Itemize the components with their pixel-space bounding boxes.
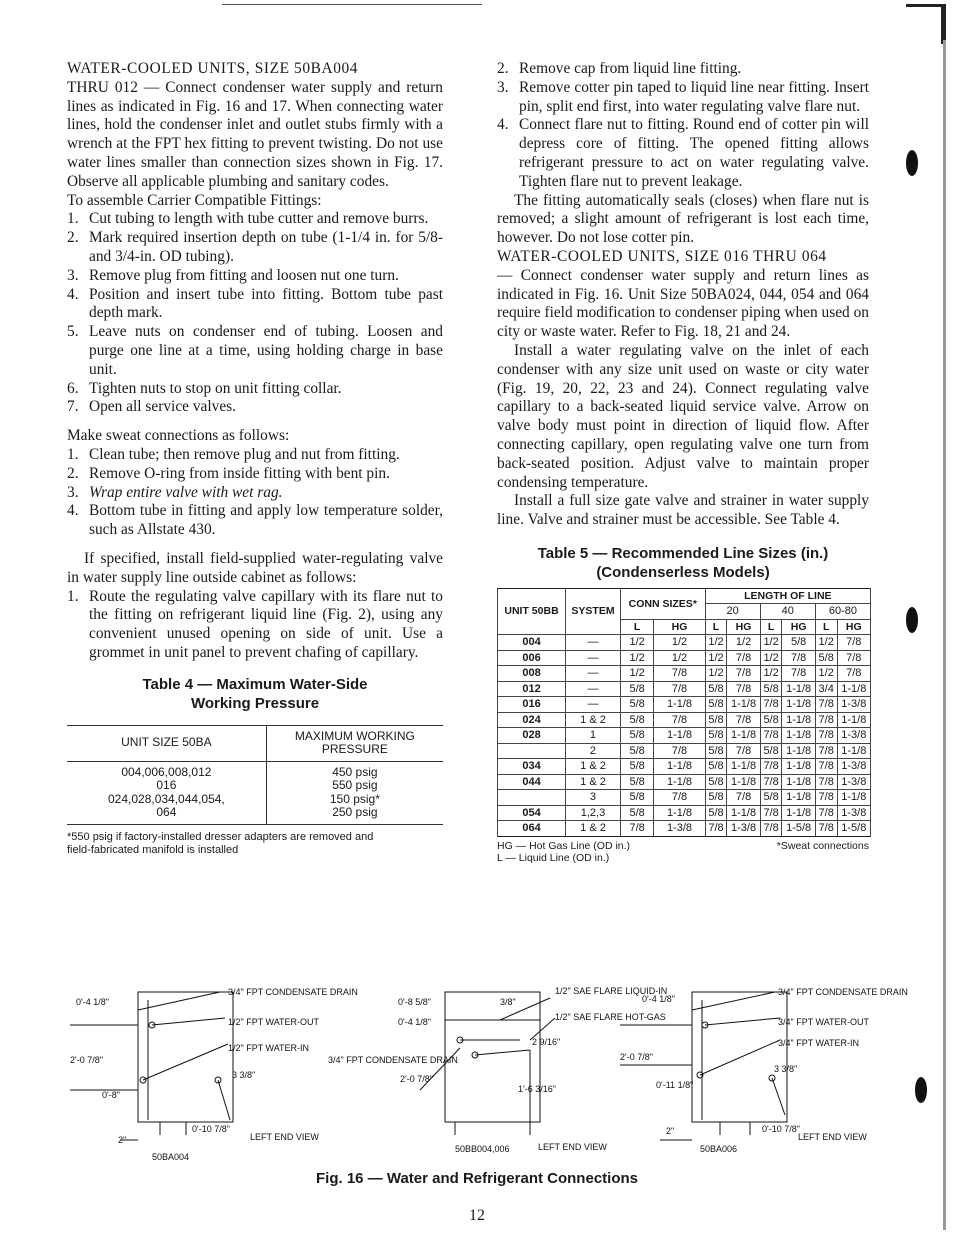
size-cell: 7/8 bbox=[815, 712, 837, 728]
size-cell: 1-1/8 bbox=[727, 697, 760, 713]
table-row bbox=[498, 759, 871, 775]
size-cell: 1-1/8 bbox=[654, 774, 705, 790]
table-row bbox=[498, 774, 871, 790]
legend-sweat: *Sweat connections bbox=[776, 839, 869, 852]
unit-cell: 006 bbox=[498, 650, 566, 666]
table5-col-length: LENGTH OF LINE bbox=[705, 588, 870, 604]
unit-cell: 004 bbox=[498, 635, 566, 651]
connection-label: 3/4" FPT CONDENSATE DRAIN bbox=[328, 1055, 458, 1065]
table5-length-40: 40 bbox=[760, 604, 815, 620]
unit-cell: 024 bbox=[498, 712, 566, 728]
unit-cell: 028 bbox=[498, 728, 566, 744]
size-cell: 1-1/8 bbox=[782, 774, 815, 790]
dim-label: 3/8" bbox=[500, 997, 516, 1007]
intro-paragraph: THRU 012 — Connect condenser water supply and return lines as indicated in Fig. 16 and 17. When connecting water lines, hold the condenser inlet and outlet stubs firmly with a wrench at the FPT hex fitting to prevent twisting. Do not use water lines smaller than connection sizes shown in Fig. 17. Observe all applicable plumbing and sanitary codes. bbox=[67, 78, 443, 190]
table-row bbox=[498, 821, 871, 837]
system-cell: 1,2,3 bbox=[566, 805, 621, 821]
table4-col-unit: UNIT SIZE 50BA bbox=[67, 725, 266, 761]
table4-col-pressure: MAXIMUM WORKING PRESSURE bbox=[266, 725, 443, 761]
model-label: 50BA006 bbox=[700, 1144, 738, 1154]
size-cell: 5/8 bbox=[705, 728, 727, 744]
size-cell: 7/8 bbox=[654, 790, 705, 806]
size-cell: 5/8 bbox=[782, 635, 815, 651]
dim-label: 2'-0 7/8" bbox=[70, 1055, 103, 1065]
connection-label: 3/4" FPT CONDENSATE DRAIN bbox=[228, 987, 358, 997]
size-cell: 1-1/8 bbox=[837, 712, 870, 728]
size-cell: 1-1/8 bbox=[782, 712, 815, 728]
valve-intro: If specified, install field-supplied water-regulating valve in water supply line outside cabinet as follows: bbox=[67, 549, 443, 586]
size-cell: 5/8 bbox=[620, 805, 653, 821]
unit-outline bbox=[445, 992, 540, 1122]
list-item: 1. Route the regulating valve capillary with its flare nut to the fitting on refrigerant liquid line (Fig. 2), using any convenient unused opening on side of unit. Use a grommet in unit panel to prevent chafing of capillary. bbox=[67, 587, 443, 661]
list-item: 6. Tighten nuts to stop on unit fitting collar. bbox=[67, 379, 342, 397]
size-cell: 7/8 bbox=[815, 697, 837, 713]
page-corner-mark bbox=[906, 4, 946, 44]
dim-label: 1'-6 3/16" bbox=[518, 1084, 556, 1094]
paragraph: Install a full size gate valve and strainer in water supply line. Valve and strainer must be accessible. See Table 4. bbox=[497, 492, 869, 529]
system-cell: 1 & 2 bbox=[566, 774, 621, 790]
size-cell: 5/8 bbox=[760, 681, 782, 697]
size-cell: 1-1/8 bbox=[654, 697, 705, 713]
model-label: 50BB004,006 bbox=[455, 1144, 510, 1154]
list-item: 3. Wrap entire valve with wet rag. bbox=[67, 483, 283, 501]
size-cell: 3/4 bbox=[815, 681, 837, 697]
size-cell: 5/8 bbox=[620, 697, 653, 713]
table5-h-l: L bbox=[815, 619, 837, 635]
size-cell: 5/8 bbox=[620, 743, 653, 759]
size-cell: 1-3/8 bbox=[837, 774, 870, 790]
legend-l: L — Liquid Line (OD in.) bbox=[497, 852, 610, 865]
dim-label: 2" bbox=[118, 1135, 127, 1145]
table5-length-20: 20 bbox=[705, 604, 760, 620]
dim-label: 0'-8 5/8" bbox=[398, 997, 431, 1007]
view-label: LEFT END VIEW bbox=[250, 1132, 319, 1142]
dim-label: 0'-10 7/8" bbox=[192, 1124, 230, 1134]
size-cell: 7/8 bbox=[760, 759, 782, 775]
table-row bbox=[498, 666, 871, 682]
size-cell: 1/2 bbox=[727, 635, 760, 651]
connection-label: 1/2" FPT WATER-IN bbox=[228, 1043, 310, 1053]
system-cell: 1 & 2 bbox=[566, 712, 621, 728]
list-item: 2. Remove cap from liquid line fitting. bbox=[497, 60, 742, 77]
system-cell: — bbox=[566, 635, 621, 651]
figure-16-drawings bbox=[60, 980, 908, 1170]
size-cell: 1-1/8 bbox=[727, 774, 760, 790]
size-cell: 1/2 bbox=[705, 666, 727, 682]
table5-h-l: L bbox=[620, 619, 653, 635]
size-cell: 1-1/8 bbox=[654, 805, 705, 821]
size-cell: 1-1/8 bbox=[654, 759, 705, 775]
table-row bbox=[498, 681, 871, 697]
size-cell: 1-1/8 bbox=[727, 728, 760, 744]
size-cell: 5/8 bbox=[620, 681, 653, 697]
unit-cell: 016 bbox=[498, 697, 566, 713]
size-cell: 7/8 bbox=[760, 774, 782, 790]
size-cell: 5/8 bbox=[705, 697, 727, 713]
size-cell: 7/8 bbox=[815, 743, 837, 759]
size-cell: 5/8 bbox=[705, 805, 727, 821]
list-item: 7. Open all service valves. bbox=[67, 398, 237, 416]
size-cell: 1-3/8 bbox=[727, 821, 760, 837]
size-cell: 5/8 bbox=[815, 650, 837, 666]
paragraph: — Connect condenser water supply and return lines as indicated in Fig. 16. Unit Size 50BA024, 044, 054 and 064 require field modification to condenser piping when used on city or waste water. Refer to Fig. 18, 21 and 24. bbox=[497, 266, 869, 341]
size-cell: 7/8 bbox=[837, 650, 870, 666]
unit-outline bbox=[692, 992, 787, 1122]
system-cell: 1 bbox=[566, 728, 621, 744]
unit-cell bbox=[498, 790, 566, 806]
size-cell: 7/8 bbox=[654, 666, 705, 682]
size-cell: 1-3/8 bbox=[837, 759, 870, 775]
system-cell: 1 & 2 bbox=[566, 759, 621, 775]
dim-label: 0'-4 1/8" bbox=[398, 1017, 431, 1027]
table-row bbox=[498, 635, 871, 651]
dim-label: 2'-0 7/8" bbox=[620, 1052, 653, 1062]
table-row bbox=[498, 805, 871, 821]
size-cell: 7/8 bbox=[727, 681, 760, 697]
size-cell: 5/8 bbox=[705, 681, 727, 697]
list-item: 5. Leave nuts on condenser end of tubing. Loosen and purge one line at a time, using holding charge in base unit. bbox=[67, 323, 443, 378]
view-label: LEFT END VIEW bbox=[538, 1142, 607, 1152]
table-row bbox=[498, 728, 871, 744]
size-cell: 1-1/8 bbox=[837, 743, 870, 759]
table5-col-unit: UNIT 50BB bbox=[498, 588, 566, 635]
size-cell: 7/8 bbox=[760, 805, 782, 821]
size-cell: 5/8 bbox=[705, 712, 727, 728]
system-cell: 1 & 2 bbox=[566, 821, 621, 837]
size-cell: 1-1/8 bbox=[837, 790, 870, 806]
table4-note: *550 psig if factory-installed dresser adapters are removed and field-fabricated manifold is installed bbox=[67, 830, 374, 856]
size-cell: 7/8 bbox=[727, 790, 760, 806]
table5-h-hg: HG bbox=[727, 619, 760, 635]
connection-label: 1/2" SAE FLARE LIQUID-IN bbox=[555, 986, 668, 996]
left-column bbox=[67, 60, 443, 857]
table5-h-hg: HG bbox=[782, 619, 815, 635]
size-cell: 5/8 bbox=[620, 712, 653, 728]
list-item: 4. Position and insert tube into fitting. Bottom tube past depth mark. bbox=[67, 285, 443, 322]
margin-bullet bbox=[906, 150, 918, 176]
list-item: 1. Cut tubing to length with tube cutter and remove burrs. bbox=[67, 210, 429, 228]
assemble-steps bbox=[67, 210, 443, 417]
view-label: LEFT END VIEW bbox=[798, 1132, 867, 1142]
size-cell: 7/8 bbox=[815, 774, 837, 790]
size-cell: 5/8 bbox=[705, 774, 727, 790]
size-cell: 1-3/8 bbox=[654, 821, 705, 837]
list-item: 3. Remove plug from fitting and loosen nut one turn. bbox=[67, 266, 399, 284]
table5 bbox=[497, 588, 871, 837]
size-cell: 1-1/8 bbox=[782, 697, 815, 713]
legend-hg: HG — Hot Gas Line (OD in.) bbox=[497, 839, 631, 852]
dim-label: 2" bbox=[666, 1126, 675, 1136]
paragraph: Install a water regulating valve on the inlet of each condenser with any size unit used on waste or city water (Fig. 19, 20, 22, 23 and 24). Connect regulating valve capillary to a back-seated liquid service valve. Arrow on valve body must point in direction of liquid flow. After connecting capillary, open regulating valve one turn from back-seated position. Adjust valve to maintain proper condensing temperature. bbox=[497, 341, 869, 491]
list-item: 4. Bottom tube in fitting and apply low temperature solder, such as Allstate 430. bbox=[67, 502, 443, 539]
table-row bbox=[498, 712, 871, 728]
size-cell: 1/2 bbox=[705, 650, 727, 666]
section-heading: WATER-COOLED UNITS, SIZE 016 THRU 064 bbox=[497, 247, 827, 265]
section-heading: WATER-COOLED UNITS, SIZE 50BA004 bbox=[67, 60, 359, 77]
size-cell: 5/8 bbox=[705, 759, 727, 775]
size-cell: 5/8 bbox=[620, 790, 653, 806]
system-cell: — bbox=[566, 650, 621, 666]
sweat-steps bbox=[67, 446, 443, 540]
size-cell: 7/8 bbox=[620, 821, 653, 837]
unit-cell: 012 bbox=[498, 681, 566, 697]
table5-h-l: L bbox=[705, 619, 727, 635]
connection-label: 3/4" FPT WATER-IN bbox=[778, 1038, 860, 1048]
dim-label: 3 3/8" bbox=[232, 1070, 256, 1080]
sweat-intro: Make sweat connections as follows: bbox=[67, 427, 290, 445]
size-cell: 1-1/8 bbox=[727, 805, 760, 821]
size-cell: 1/2 bbox=[705, 635, 727, 651]
connection-label: 1/2" FPT WATER-OUT bbox=[228, 1017, 320, 1027]
size-cell: 1/2 bbox=[620, 635, 653, 651]
table5-col-system: SYSTEM bbox=[566, 588, 621, 635]
page-number: 12 bbox=[469, 1207, 485, 1224]
size-cell: 7/8 bbox=[815, 728, 837, 744]
size-cell: 7/8 bbox=[727, 712, 760, 728]
page-edge-line bbox=[943, 40, 946, 1230]
size-cell: 5/8 bbox=[760, 790, 782, 806]
size-cell: 5/8 bbox=[620, 774, 653, 790]
table-row bbox=[498, 790, 871, 806]
unit-cell bbox=[498, 743, 566, 759]
unit-cell: 034 bbox=[498, 759, 566, 775]
list-item: 4. Connect flare nut to fitting. Round end of cotter pin will depress core of fitting. The opened fitting allows refrigerant pressure to act on water regulating valve. Tighten flare nut to prevent leakage. bbox=[497, 116, 869, 190]
dim-label: 0'-4 1/8" bbox=[642, 994, 675, 1004]
size-cell: 5/8 bbox=[705, 743, 727, 759]
size-cell: 5/8 bbox=[705, 790, 727, 806]
size-cell: 7/8 bbox=[760, 728, 782, 744]
size-cell: 1/2 bbox=[654, 635, 705, 651]
size-cell: 1/2 bbox=[760, 666, 782, 682]
size-cell: 1-1/8 bbox=[782, 743, 815, 759]
unit-cell: 064 bbox=[498, 821, 566, 837]
size-cell: 1-1/8 bbox=[782, 805, 815, 821]
size-cell: 1-1/8 bbox=[782, 790, 815, 806]
auto-seal-paragraph: The fitting automatically seals (closes) when flare nut is removed; a slight amount of refrigerant is lost each time, however. Do not lose cotter pin. bbox=[497, 191, 869, 247]
size-cell: 7/8 bbox=[654, 681, 705, 697]
size-cell: 7/8 bbox=[815, 759, 837, 775]
size-cell: 1-1/8 bbox=[654, 728, 705, 744]
size-cell: 7/8 bbox=[837, 635, 870, 651]
valve-steps-cont bbox=[497, 60, 869, 192]
size-cell: 5/8 bbox=[620, 759, 653, 775]
dim-label: 2 9/16" bbox=[532, 1037, 561, 1047]
size-cell: 1-5/8 bbox=[782, 821, 815, 837]
size-cell: 7/8 bbox=[837, 666, 870, 682]
margin-bullet bbox=[906, 607, 918, 633]
size-cell: 1-1/8 bbox=[837, 681, 870, 697]
size-cell: 5/8 bbox=[620, 728, 653, 744]
size-cell: 1/2 bbox=[654, 650, 705, 666]
system-cell: — bbox=[566, 666, 621, 682]
size-cell: 5/8 bbox=[760, 743, 782, 759]
figure-caption: Fig. 16 — Water and Refrigerant Connections bbox=[316, 1170, 638, 1187]
list-item: 2. Mark required insertion depth on tube (1-1/4 in. for 5/8- and 3/4-in. OD tubing). bbox=[67, 229, 443, 265]
size-cell: 7/8 bbox=[782, 650, 815, 666]
list-item: 3. Remove cotter pin taped to liquid line near fitting. Insert pin, split end first, into water regulating valve flare nut. bbox=[497, 78, 869, 115]
size-cell: 1/2 bbox=[760, 650, 782, 666]
unit-cell: 054 bbox=[498, 805, 566, 821]
dim-label: 0'-11 1/8" bbox=[656, 1080, 694, 1090]
size-cell: 7/8 bbox=[727, 666, 760, 682]
size-cell: 7/8 bbox=[760, 697, 782, 713]
size-cell: 1/2 bbox=[620, 650, 653, 666]
size-cell: 7/8 bbox=[705, 821, 727, 837]
top-rule bbox=[222, 4, 482, 5]
system-cell: — bbox=[566, 697, 621, 713]
table5-h-l: L bbox=[760, 619, 782, 635]
table5-legend bbox=[497, 840, 869, 865]
dim-label: 0'-8" bbox=[102, 1090, 120, 1100]
size-cell: 7/8 bbox=[654, 743, 705, 759]
table5-title: Table 5 — Recommended Line Sizes (in.) (Condenserless Models) bbox=[537, 544, 829, 581]
system-cell: — bbox=[566, 681, 621, 697]
margin-bullet bbox=[915, 1077, 927, 1103]
right-column bbox=[497, 60, 869, 865]
table5-col-conn: CONN SIZES* bbox=[620, 588, 705, 619]
size-cell: 1/2 bbox=[815, 666, 837, 682]
dim-label: 0'-10 7/8" bbox=[762, 1124, 800, 1134]
size-cell: 1-3/8 bbox=[837, 697, 870, 713]
table5-h-hg: HG bbox=[654, 619, 705, 635]
size-cell: 1-1/8 bbox=[782, 759, 815, 775]
size-cell: 1-3/8 bbox=[837, 728, 870, 744]
dim-label: 2'-0 7/8" bbox=[400, 1074, 433, 1084]
size-cell: 1/2 bbox=[620, 666, 653, 682]
table4 bbox=[67, 725, 443, 825]
size-cell: 1-1/8 bbox=[727, 759, 760, 775]
table4-title: Table 4 — Maximum Water-Side Working Pressure bbox=[142, 675, 368, 712]
list-item: 1. Clean tube; then remove plug and nut from fitting. bbox=[67, 445, 400, 463]
size-cell: 7/8 bbox=[815, 805, 837, 821]
size-cell: 1/2 bbox=[815, 635, 837, 651]
list-item: 2. Remove O-ring from inside fitting with bent pin. bbox=[67, 464, 390, 482]
system-cell: 3 bbox=[566, 790, 621, 806]
size-cell: 1-3/8 bbox=[837, 805, 870, 821]
unit-cell: 008 bbox=[498, 666, 566, 682]
table5-length-60-80: 60-80 bbox=[815, 604, 870, 620]
figure-16 bbox=[60, 980, 908, 1180]
size-cell: 7/8 bbox=[727, 650, 760, 666]
dim-label: 0'-4 1/8" bbox=[76, 997, 109, 1007]
size-cell: 1-1/8 bbox=[782, 681, 815, 697]
connection-label: 1/2" SAE FLARE HOT-GAS bbox=[555, 1012, 666, 1022]
size-cell: 1-1/8 bbox=[782, 728, 815, 744]
connection-label: 3/4" FPT CONDENSATE DRAIN bbox=[778, 987, 908, 997]
model-label: 50BA004 bbox=[152, 1152, 190, 1162]
table-row bbox=[498, 697, 871, 713]
connection-label: 3/4" FPT WATER-OUT bbox=[778, 1017, 870, 1027]
table5-h-hg: HG bbox=[837, 619, 870, 635]
unit-cell: 044 bbox=[498, 774, 566, 790]
size-cell: 7/8 bbox=[727, 743, 760, 759]
system-cell: 2 bbox=[566, 743, 621, 759]
table-row: 004,006,008,012 016 024,028,034,044,054, 064 450 psig 550 psig 150 psig* 250 psig bbox=[67, 761, 443, 824]
table-row bbox=[498, 650, 871, 666]
size-cell: 7/8 bbox=[654, 712, 705, 728]
size-cell: 1-5/8 bbox=[837, 821, 870, 837]
assemble-intro: To assemble Carrier Compatible Fittings: bbox=[67, 191, 322, 209]
size-cell: 7/8 bbox=[815, 790, 837, 806]
size-cell: 1/2 bbox=[760, 635, 782, 651]
dim-label: 3 3/8" bbox=[774, 1064, 798, 1074]
size-cell: 7/8 bbox=[782, 666, 815, 682]
size-cell: 7/8 bbox=[815, 821, 837, 837]
table-row bbox=[498, 743, 871, 759]
size-cell: 5/8 bbox=[760, 712, 782, 728]
unit-outline bbox=[138, 992, 233, 1122]
size-cell: 7/8 bbox=[760, 821, 782, 837]
